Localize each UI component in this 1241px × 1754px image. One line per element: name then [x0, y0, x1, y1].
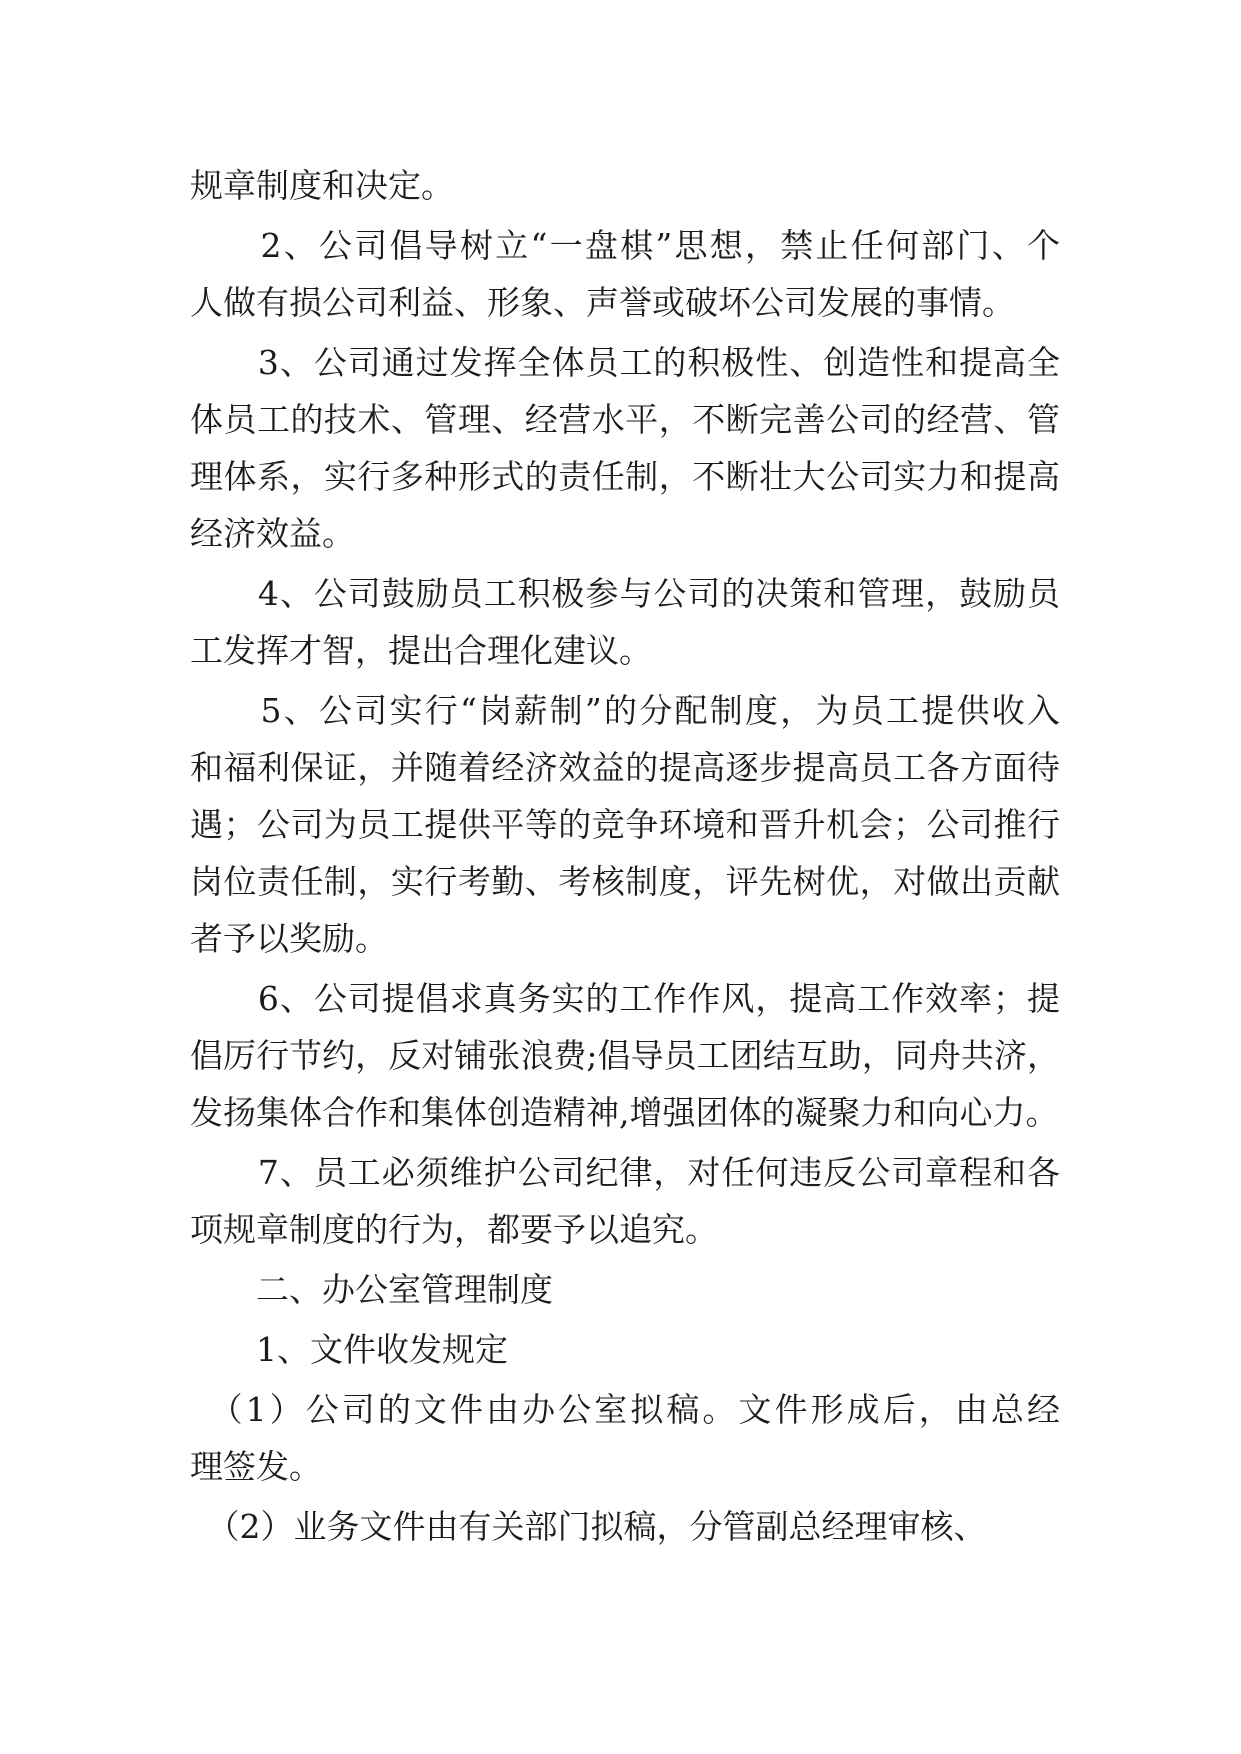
p-sub-1	[190, 1321, 1060, 1378]
p-item-5	[190, 682, 1060, 967]
text-line: 体员工的技术、管理、经营水平，不断完善公司的经营、管	[190, 400, 1060, 439]
text-line: 者予以奖励。	[190, 919, 388, 958]
text-line: 7、员工必须维护公司纪律，对任何违反公司章程和各	[190, 1153, 1060, 1192]
text-line: 4、公司鼓励员工积极参与公司的决策和管理，鼓励员	[190, 574, 1060, 613]
p-item-3	[190, 334, 1060, 562]
text-line: 经济效益。	[190, 514, 355, 553]
text-line: 3、公司通过发挥全体员工的积极性、创造性和提高全	[190, 343, 1060, 382]
p-item-2	[190, 217, 1060, 331]
p-continuation	[190, 157, 1060, 214]
text-line: 项规章制度的行为，都要予以追究。	[190, 1210, 718, 1249]
text-line: 和福利保证，并随着经济效益的提高逐步提高员工各方面待	[190, 748, 1060, 787]
text-line: 2、公司倡导树立“一盘棋”思想，禁止任何部门、个	[190, 226, 1060, 265]
text-line: 1、文件收发规定	[190, 1330, 508, 1369]
p-sub-1-1	[190, 1381, 1060, 1495]
p-section-2	[190, 1261, 1060, 1318]
p-sub-1-2	[190, 1498, 1060, 1555]
p-item-7	[190, 1144, 1060, 1258]
text-line: 岗位责任制，实行考勤、考核制度，评先树优，对做出贡献	[190, 862, 1060, 901]
text-line: 遇；公司为员工提供平等的竞争环境和晋升机会；公司推行	[190, 805, 1060, 844]
text-line: 理体系，实行多种形式的责任制，不断壮大公司实力和提高	[190, 457, 1060, 496]
text-line: 人做有损公司利益、形象、声誉或破坏公司发展的事情。	[190, 283, 1015, 322]
p-item-6	[190, 970, 1060, 1141]
text-line: 6、公司提倡求真务实的工作作风，提高工作效率；提	[190, 979, 1060, 1018]
text-line: 5、公司实行“岗薪制”的分配制度，为员工提供收入	[190, 691, 1060, 730]
text-line: 理签发。	[190, 1447, 322, 1486]
text-line: 倡厉行节约，反对铺张浪费;倡导员工团结互助，同舟共济，	[190, 1036, 1060, 1075]
text-line: 规章制度和决定。	[190, 166, 454, 205]
text-line: （1）公司的文件由办公室拟稿。文件形成后，由总经	[190, 1390, 1060, 1429]
p-item-4	[190, 565, 1060, 679]
text-line: 工发挥才智，提出合理化建议。	[190, 631, 652, 670]
document-page	[190, 157, 1060, 1555]
text-line: 二、办公室管理制度	[190, 1270, 553, 1309]
text-line: 发扬集体合作和集体创造精神,增强团体的凝聚力和向心力。	[190, 1093, 1059, 1132]
text-line: （2）业务文件由有关部门拟稿，分管副总经理审核、	[190, 1507, 987, 1546]
